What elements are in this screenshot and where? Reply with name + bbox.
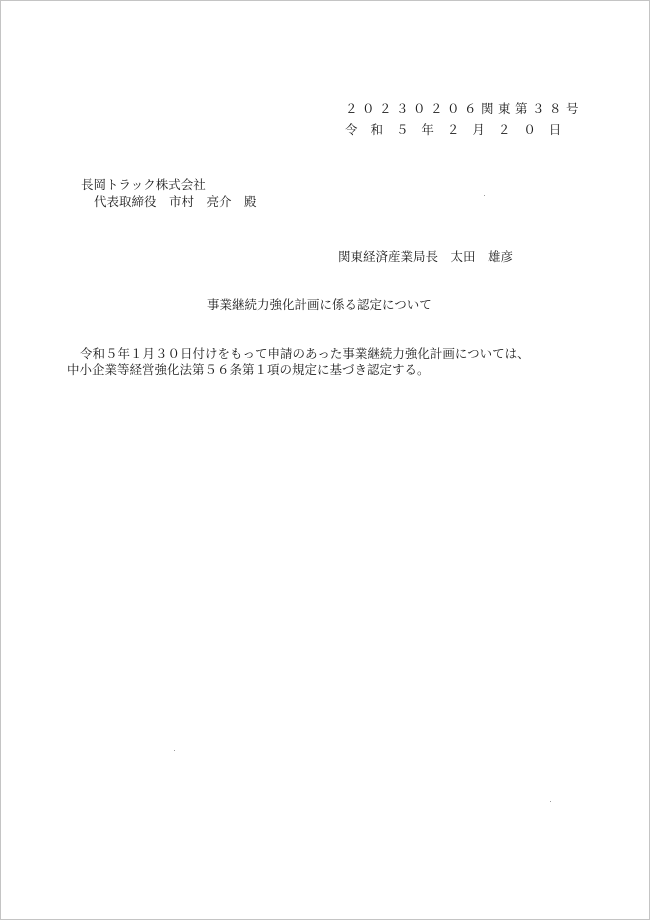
sender: 関東経済産業局長 太田 雄彦 bbox=[338, 249, 514, 264]
document-number: ２０２３０２０６関東第３８号 bbox=[345, 101, 584, 116]
document-subject: 事業継続力強化計画に係る認定について bbox=[207, 297, 432, 312]
addressee-person: 代表取締役 市村 亮介 殿 bbox=[94, 194, 257, 209]
body-paragraph-line: 令和５年１月３０日付けをもって申請のあった事業継続力強化計画については、 bbox=[80, 346, 530, 361]
addressee-company: 長岡トラック株式会社 bbox=[81, 177, 206, 192]
body-paragraph-line: 中小企業等経営強化法第５６条第１項の規定に基づき認定する。 bbox=[67, 362, 430, 377]
scan-speck bbox=[174, 750, 175, 751]
scan-speck bbox=[484, 195, 485, 196]
scan-speck bbox=[550, 801, 551, 802]
document-date: 令 和 ５ 年 ２ 月 ２ ０ 日 bbox=[345, 122, 562, 137]
body-text bbox=[67, 346, 530, 378]
